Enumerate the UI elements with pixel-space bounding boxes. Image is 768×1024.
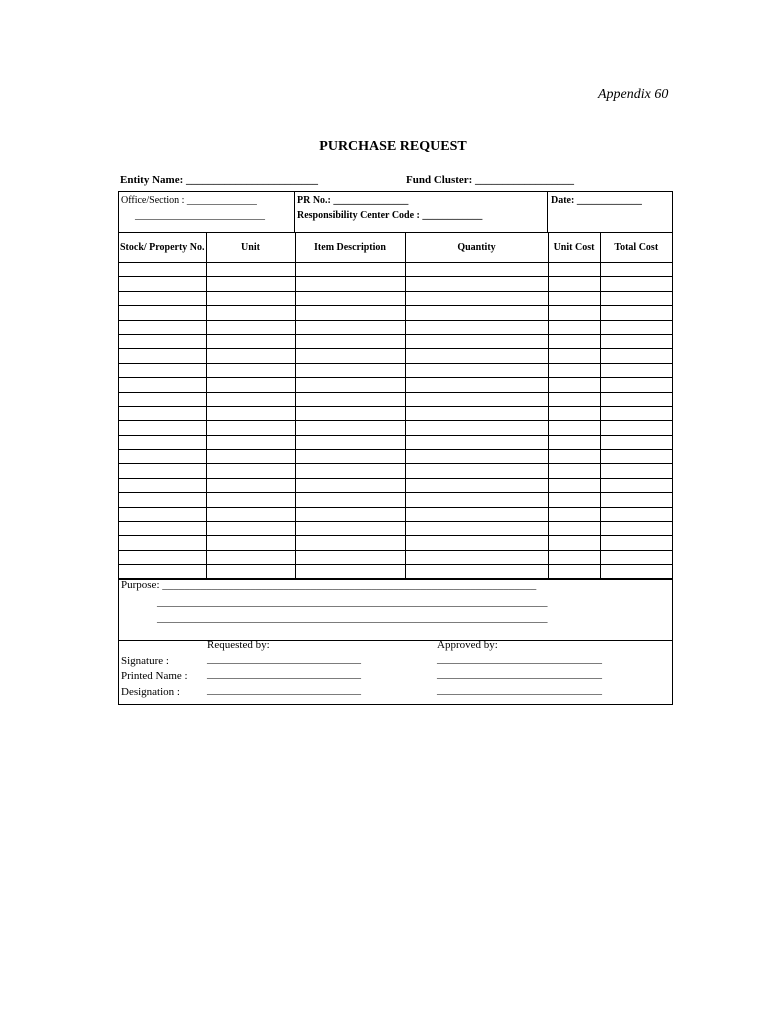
table-cell[interactable] [295,522,405,536]
table-cell[interactable] [405,421,548,435]
table-cell[interactable] [548,406,600,420]
table-cell[interactable] [295,363,405,377]
approved-by-label: Approved by: [437,639,498,651]
table-cell[interactable] [119,478,206,492]
table-cell[interactable] [295,421,405,435]
pr-number-cell [295,192,548,232]
table-cell[interactable] [295,450,405,464]
table-cell[interactable] [405,334,548,348]
table-row [119,334,672,348]
table-cell[interactable] [295,435,405,449]
table-cell[interactable] [600,263,672,277]
table-cell[interactable] [548,493,600,507]
approved-signature-blank: ______________________________ [437,653,602,665]
signature-section [119,639,672,703]
table-cell[interactable] [600,349,672,363]
table-cell[interactable] [548,435,600,449]
table-row [119,450,672,464]
table-row [119,565,672,579]
table-cell[interactable] [295,536,405,550]
table-cell[interactable] [119,334,206,348]
table-cell[interactable] [295,507,405,521]
table-row [119,464,672,478]
table-row [119,291,672,305]
table-cell[interactable] [206,349,295,363]
table-cell[interactable] [206,435,295,449]
purpose-label: Purpose: ____________________________________________________________________ [121,579,537,591]
table-cell[interactable] [600,421,672,435]
table-cell[interactable] [206,334,295,348]
table-row [119,392,672,406]
table-cell[interactable] [405,378,548,392]
table-cell[interactable] [600,435,672,449]
table-cell[interactable] [600,291,672,305]
table-cell[interactable] [600,406,672,420]
table-cell[interactable] [600,507,672,521]
table-cell[interactable] [295,550,405,564]
table-cell[interactable] [206,550,295,564]
table-cell[interactable] [548,507,600,521]
table-cell[interactable] [405,320,548,334]
table-cell[interactable] [206,378,295,392]
table-cell[interactable] [295,277,405,291]
table-cell[interactable] [600,536,672,550]
table-cell[interactable] [295,565,405,579]
table-row [119,522,672,536]
table-cell[interactable] [206,421,295,435]
table-cell[interactable] [405,406,548,420]
table-cell[interactable] [548,550,600,564]
table-cell[interactable] [600,306,672,320]
table-row [119,435,672,449]
table-cell[interactable] [405,277,548,291]
designation-label: Designation : [121,686,180,698]
table-cell[interactable] [295,406,405,420]
table-cell[interactable] [548,450,600,464]
table-row [119,536,672,550]
table-cell[interactable] [295,392,405,406]
column-header: Quantity [405,232,548,263]
table-cell[interactable] [119,363,206,377]
purchase-request-form [118,191,673,705]
items-header-row [119,232,672,263]
table-cell[interactable] [295,464,405,478]
table-cell[interactable] [405,435,548,449]
requested-signature-blank: ____________________________ [207,653,361,665]
signature-label: Signature : [121,655,169,667]
purpose-section [119,578,672,641]
table-cell[interactable] [119,277,206,291]
table-cell[interactable] [119,507,206,521]
table-cell[interactable] [600,334,672,348]
table-cell[interactable] [119,392,206,406]
entity-name-field: Entity Name: ________________________ [120,174,318,186]
table-cell[interactable] [206,363,295,377]
table-cell[interactable] [405,507,548,521]
table-cell[interactable] [206,522,295,536]
table-cell[interactable] [206,320,295,334]
table-row [119,406,672,420]
purpose-line: _______________________________________________________________________ [157,596,548,608]
table-cell[interactable] [206,450,295,464]
table-cell[interactable] [600,277,672,291]
column-header: Total Cost [600,232,672,263]
table-cell[interactable] [548,291,600,305]
table-cell[interactable] [405,522,548,536]
table-cell[interactable] [600,550,672,564]
table-cell[interactable] [405,536,548,550]
table-row [119,507,672,521]
table-cell[interactable] [548,522,600,536]
table-cell[interactable] [548,306,600,320]
table-row [119,550,672,564]
table-row [119,478,672,492]
form-header [119,192,672,233]
table-cell[interactable] [206,464,295,478]
column-header: Unit Cost [548,232,600,263]
table-cell[interactable] [548,349,600,363]
fund-cluster-field: Fund Cluster: __________________ [406,174,575,186]
table-cell[interactable] [405,291,548,305]
table-cell[interactable] [119,263,206,277]
table-row [119,349,672,363]
table-cell[interactable] [295,291,405,305]
table-cell[interactable] [600,478,672,492]
table-cell[interactable] [119,406,206,420]
table-cell[interactable] [295,493,405,507]
table-cell[interactable] [295,263,405,277]
office-section-field: Office/Section : ______________ [121,195,257,206]
table-cell[interactable] [405,450,548,464]
table-row [119,493,672,507]
approved-designation-blank: ______________________________ [437,684,602,696]
table-cell[interactable] [206,565,295,579]
column-header: Unit [206,232,295,263]
table-cell[interactable] [119,464,206,478]
table-cell[interactable] [206,263,295,277]
table-cell[interactable] [548,378,600,392]
table-cell[interactable] [295,478,405,492]
table-row [119,421,672,435]
table-row [119,363,672,377]
table-cell[interactable] [548,464,600,478]
table-row [119,320,672,334]
pr-number-field: PR No.: _______________ [297,195,409,206]
table-cell[interactable] [600,392,672,406]
column-header: Stock/ Property No. [119,232,206,263]
table-cell[interactable] [206,507,295,521]
table-cell[interactable] [548,565,600,579]
approved-printed-name-blank: ______________________________ [437,668,602,680]
table-cell[interactable] [206,493,295,507]
table-cell[interactable] [405,493,548,507]
table-cell[interactable] [206,306,295,320]
table-cell[interactable] [405,550,548,564]
date-cell [548,192,672,232]
table-cell[interactable] [119,320,206,334]
table-cell[interactable] [600,363,672,377]
appendix-label: Appendix 60 [598,87,669,102]
table-row [119,263,672,277]
office-section-cell [119,192,295,232]
table-cell[interactable] [295,334,405,348]
items-table [119,232,672,580]
table-cell[interactable] [405,565,548,579]
table-cell[interactable] [548,334,600,348]
table-cell[interactable] [206,291,295,305]
table-cell[interactable] [600,378,672,392]
table-cell[interactable] [206,392,295,406]
table-cell[interactable] [548,478,600,492]
responsibility-center-field: Responsibility Center Code : ____________ [297,210,483,221]
column-header: Item Description [295,232,405,263]
table-cell[interactable] [600,565,672,579]
table-cell[interactable] [295,306,405,320]
table-cell[interactable] [119,450,206,464]
table-cell[interactable] [206,536,295,550]
table-cell[interactable] [295,378,405,392]
table-cell[interactable] [206,277,295,291]
table-cell[interactable] [405,464,548,478]
table-cell[interactable] [295,320,405,334]
table-cell[interactable] [206,478,295,492]
requested-printed-name-blank: ____________________________ [207,668,361,680]
table-cell[interactable] [405,392,548,406]
table-row [119,277,672,291]
table-cell[interactable] [119,550,206,564]
table-cell[interactable] [600,493,672,507]
table-cell[interactable] [548,277,600,291]
requested-by-label: Requested by: [207,639,270,651]
date-field: Date: _____________ [551,195,642,206]
table-cell[interactable] [600,522,672,536]
table-cell[interactable] [119,349,206,363]
table-cell[interactable] [548,363,600,377]
table-cell[interactable] [548,421,600,435]
table-cell[interactable] [600,320,672,334]
office-section-blank: __________________________ [135,210,265,221]
table-cell[interactable] [119,306,206,320]
table-cell[interactable] [548,320,600,334]
form-title: PURCHASE REQUEST [319,139,467,154]
table-cell[interactable] [600,450,672,464]
table-cell[interactable] [548,263,600,277]
table-cell[interactable] [405,478,548,492]
purpose-line: _______________________________________________________________________ [157,612,548,624]
table-row [119,306,672,320]
table-cell[interactable] [548,536,600,550]
table-cell[interactable] [295,349,405,363]
table-cell[interactable] [405,363,548,377]
table-cell[interactable] [119,493,206,507]
table-cell[interactable] [119,291,206,305]
table-cell[interactable] [119,378,206,392]
table-cell[interactable] [119,421,206,435]
table-row [119,378,672,392]
table-cell[interactable] [600,464,672,478]
table-cell[interactable] [119,536,206,550]
table-cell[interactable] [206,406,295,420]
table-cell[interactable] [405,349,548,363]
table-cell[interactable] [119,565,206,579]
table-cell[interactable] [405,306,548,320]
table-cell[interactable] [548,392,600,406]
table-cell[interactable] [119,435,206,449]
requested-designation-blank: ____________________________ [207,684,361,696]
table-cell[interactable] [405,263,548,277]
table-cell[interactable] [119,522,206,536]
printed-name-label: Printed Name : [121,670,188,682]
